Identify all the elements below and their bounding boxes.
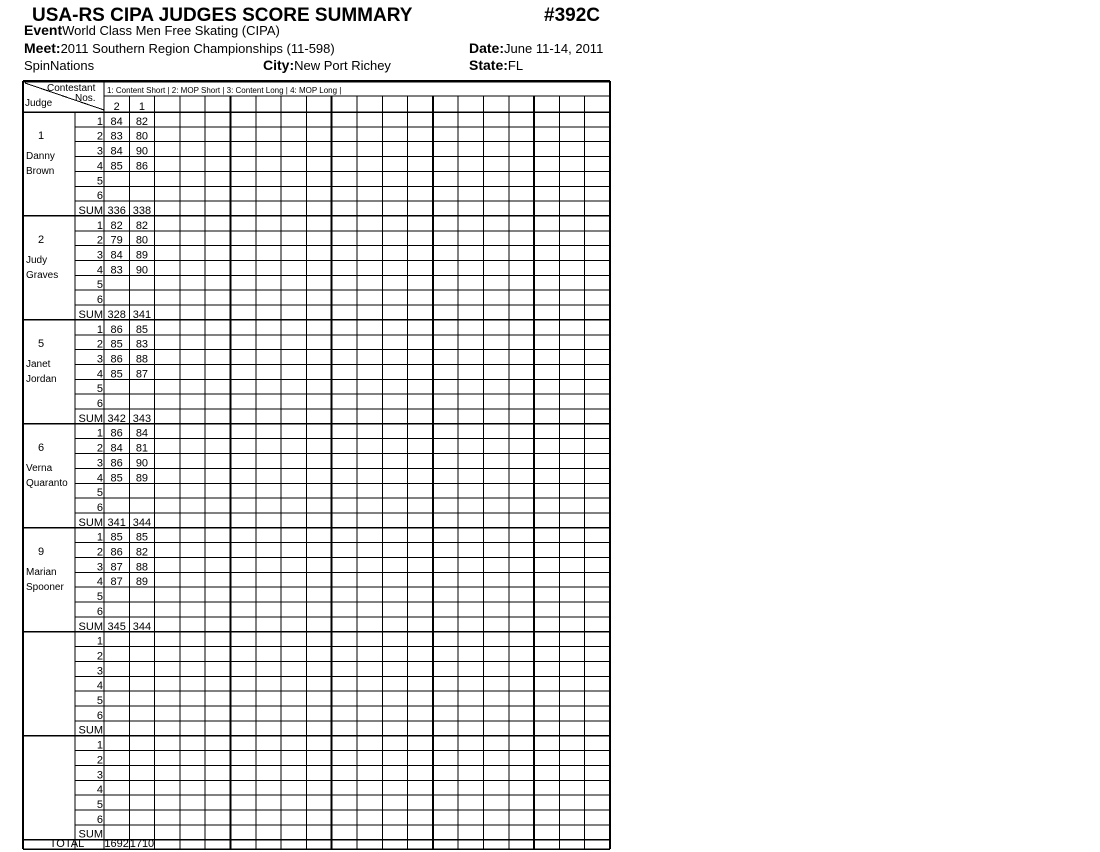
score-value: 88 xyxy=(135,353,149,366)
row-label: 3 xyxy=(96,457,103,470)
score-value: 86 xyxy=(110,546,123,559)
row-label: 5 xyxy=(96,591,103,604)
sum-value: 328 xyxy=(107,308,126,321)
judge-last-name: Brown xyxy=(26,166,55,177)
row-label: 6 xyxy=(96,813,103,826)
score-value: 89 xyxy=(135,249,149,262)
score-grid xyxy=(22,80,612,852)
row-label: 5 xyxy=(96,279,103,292)
score-value: 82 xyxy=(110,219,123,232)
score-value: 85 xyxy=(110,368,123,381)
sum-value: 344 xyxy=(132,516,152,529)
judge-number: 5 xyxy=(37,337,45,350)
judge-first-name: Verna xyxy=(26,462,53,474)
row-label: 1 xyxy=(96,115,103,128)
score-value: 85 xyxy=(135,531,149,544)
judge-last-name: Graves xyxy=(26,269,59,281)
judge-label: Judge xyxy=(25,98,53,109)
row-label: 6 xyxy=(96,398,103,410)
score-value: 90 xyxy=(135,264,149,277)
sum-value: 344 xyxy=(132,620,152,633)
row-label: 5 xyxy=(96,695,103,707)
club-name: SpinNations xyxy=(24,58,95,73)
row-label: 3 xyxy=(96,145,103,158)
sum-value: 341 xyxy=(132,308,152,321)
row-label: 5 xyxy=(96,798,103,811)
sum-label: SUM xyxy=(78,204,103,217)
score-value: 82 xyxy=(135,546,149,559)
state-label: State xyxy=(469,57,504,73)
judge-number: 1 xyxy=(37,130,45,142)
score-value: 89 xyxy=(135,472,149,485)
score-value: 80 xyxy=(135,234,149,247)
state-value: FL xyxy=(507,58,524,73)
row-label: 5 xyxy=(96,175,103,188)
sum-label: SUM xyxy=(78,724,103,737)
row-label: 5 xyxy=(96,383,103,396)
event-label: Event xyxy=(24,22,63,38)
sum-value: 338 xyxy=(132,204,152,217)
score-value: 89 xyxy=(135,576,149,589)
judge-number: 2 xyxy=(37,233,45,246)
score-value: 87 xyxy=(110,561,123,574)
sum-label: SUM xyxy=(78,620,103,633)
row-label: 6 xyxy=(96,501,103,514)
score-value: 83 xyxy=(135,338,149,351)
score-value: 85 xyxy=(110,531,123,544)
score-value: 83 xyxy=(110,130,123,143)
row-label: 3 xyxy=(96,353,103,366)
sum-label: SUM xyxy=(78,828,103,841)
row-label: 4 xyxy=(96,784,103,797)
event-line xyxy=(24,22,280,40)
sum-value: 341 xyxy=(107,516,126,529)
row-label: 3 xyxy=(96,249,103,262)
sum-value: 336 xyxy=(107,204,126,217)
score-value: 83 xyxy=(110,264,123,277)
score-legend: 1: Content Short | 2: MOP Short | 3: Content Long | 4: MOP Long | xyxy=(107,86,342,95)
row-label: 4 xyxy=(96,368,103,381)
city-label: City xyxy=(263,57,290,73)
row-label: 2 xyxy=(96,234,103,247)
row-label: 2 xyxy=(96,442,103,455)
row-label: 1 xyxy=(96,635,103,648)
row-label: 4 xyxy=(96,264,103,277)
contestant-number: 1 xyxy=(138,101,146,113)
total-label: TOTAL xyxy=(49,838,85,850)
contestant-number: 2 xyxy=(113,101,120,113)
date-label: Date xyxy=(469,40,500,56)
row-label: 1 xyxy=(96,427,103,440)
row-label: 1 xyxy=(96,531,103,544)
city-line: City:New Port Richey xyxy=(263,57,391,73)
row-label: 2 xyxy=(96,650,103,663)
nos-label: Nos. xyxy=(75,93,96,104)
row-label: 6 xyxy=(96,190,103,203)
sum-value: 343 xyxy=(132,412,152,425)
score-value: 84 xyxy=(110,115,123,128)
meet-label: Meet xyxy=(24,40,56,56)
total-value: 1710 xyxy=(129,838,155,850)
row-label: 4 xyxy=(96,160,103,173)
row-label: 2 xyxy=(96,338,103,351)
score-value: 82 xyxy=(135,219,149,232)
judge-last-name: Jordan xyxy=(26,373,57,385)
score-value: 85 xyxy=(110,472,123,485)
score-value: 85 xyxy=(110,160,123,173)
row-label: 6 xyxy=(96,709,103,722)
date-line: Date:June 11-14, 2011 xyxy=(469,40,604,56)
score-value: 88 xyxy=(135,561,149,574)
sum-value: 342 xyxy=(107,412,126,425)
score-value: 80 xyxy=(135,130,149,143)
row-label: 6 xyxy=(96,605,103,618)
score-value: 85 xyxy=(110,338,123,351)
sum-value: 345 xyxy=(107,620,126,633)
judge-number: 9 xyxy=(37,545,45,558)
total-value: 1692 xyxy=(104,838,129,850)
row-label: 1 xyxy=(96,323,103,336)
score-value: 84 xyxy=(110,442,123,455)
row-label: 6 xyxy=(96,294,103,307)
event-value: World Class Men Free Skating (CIPA) xyxy=(62,23,280,38)
meet-value: 2011 Southern Region Championships (11-598) xyxy=(60,41,335,56)
score-value: 84 xyxy=(110,249,123,262)
score-value: 82 xyxy=(135,115,149,128)
score-value: 84 xyxy=(110,145,123,158)
judge-last-name: Quaranto xyxy=(26,477,68,489)
judge-first-name: Danny xyxy=(26,151,55,162)
form-title: USA-RS CIPA JUDGES SCORE SUMMARY xyxy=(32,5,413,26)
judge-number: 6 xyxy=(37,441,45,454)
score-value: 86 xyxy=(110,323,123,336)
score-value: 79 xyxy=(110,234,123,247)
judge-last-name: Spooner xyxy=(26,581,64,593)
date-value: June 11-14, 2011 xyxy=(504,41,604,56)
row-label: 3 xyxy=(96,665,103,678)
row-label: 4 xyxy=(96,680,103,693)
score-value: 87 xyxy=(135,368,149,381)
state-line: State:FL xyxy=(469,57,524,73)
judge-first-name: Janet xyxy=(26,358,51,370)
row-label: 4 xyxy=(96,576,103,589)
row-label: 4 xyxy=(96,472,103,485)
row-label: 2 xyxy=(96,546,103,559)
meet-line: Meet:2011 Southern Region Championships (11-598) xyxy=(24,40,335,56)
score-value: 85 xyxy=(135,323,149,336)
row-label: 1 xyxy=(96,739,103,752)
score-value: 84 xyxy=(135,427,149,440)
score-value: 81 xyxy=(135,442,149,455)
sum-label: SUM xyxy=(78,412,103,425)
score-value: 86 xyxy=(110,353,123,366)
row-label: 2 xyxy=(96,754,103,767)
row-label: 5 xyxy=(96,487,103,500)
sum-label: SUM xyxy=(78,308,103,321)
sum-label: SUM xyxy=(78,516,103,529)
judge-first-name: Judy xyxy=(26,254,48,266)
score-value: 87 xyxy=(110,576,123,589)
score-value: 86 xyxy=(110,427,123,440)
judge-first-name: Marian xyxy=(26,566,57,578)
row-label: 2 xyxy=(96,130,103,143)
score-value: 90 xyxy=(135,145,149,158)
city-value: New Port Richey xyxy=(294,58,391,73)
score-value: 86 xyxy=(110,457,123,470)
row-label: 3 xyxy=(96,561,103,574)
contestant-label: Contestant xyxy=(47,83,96,94)
row-label: 3 xyxy=(96,769,103,782)
score-value: 90 xyxy=(135,457,149,470)
score-value: 86 xyxy=(135,160,149,173)
form-number: #392C xyxy=(544,5,600,26)
row-label: 1 xyxy=(96,219,103,232)
